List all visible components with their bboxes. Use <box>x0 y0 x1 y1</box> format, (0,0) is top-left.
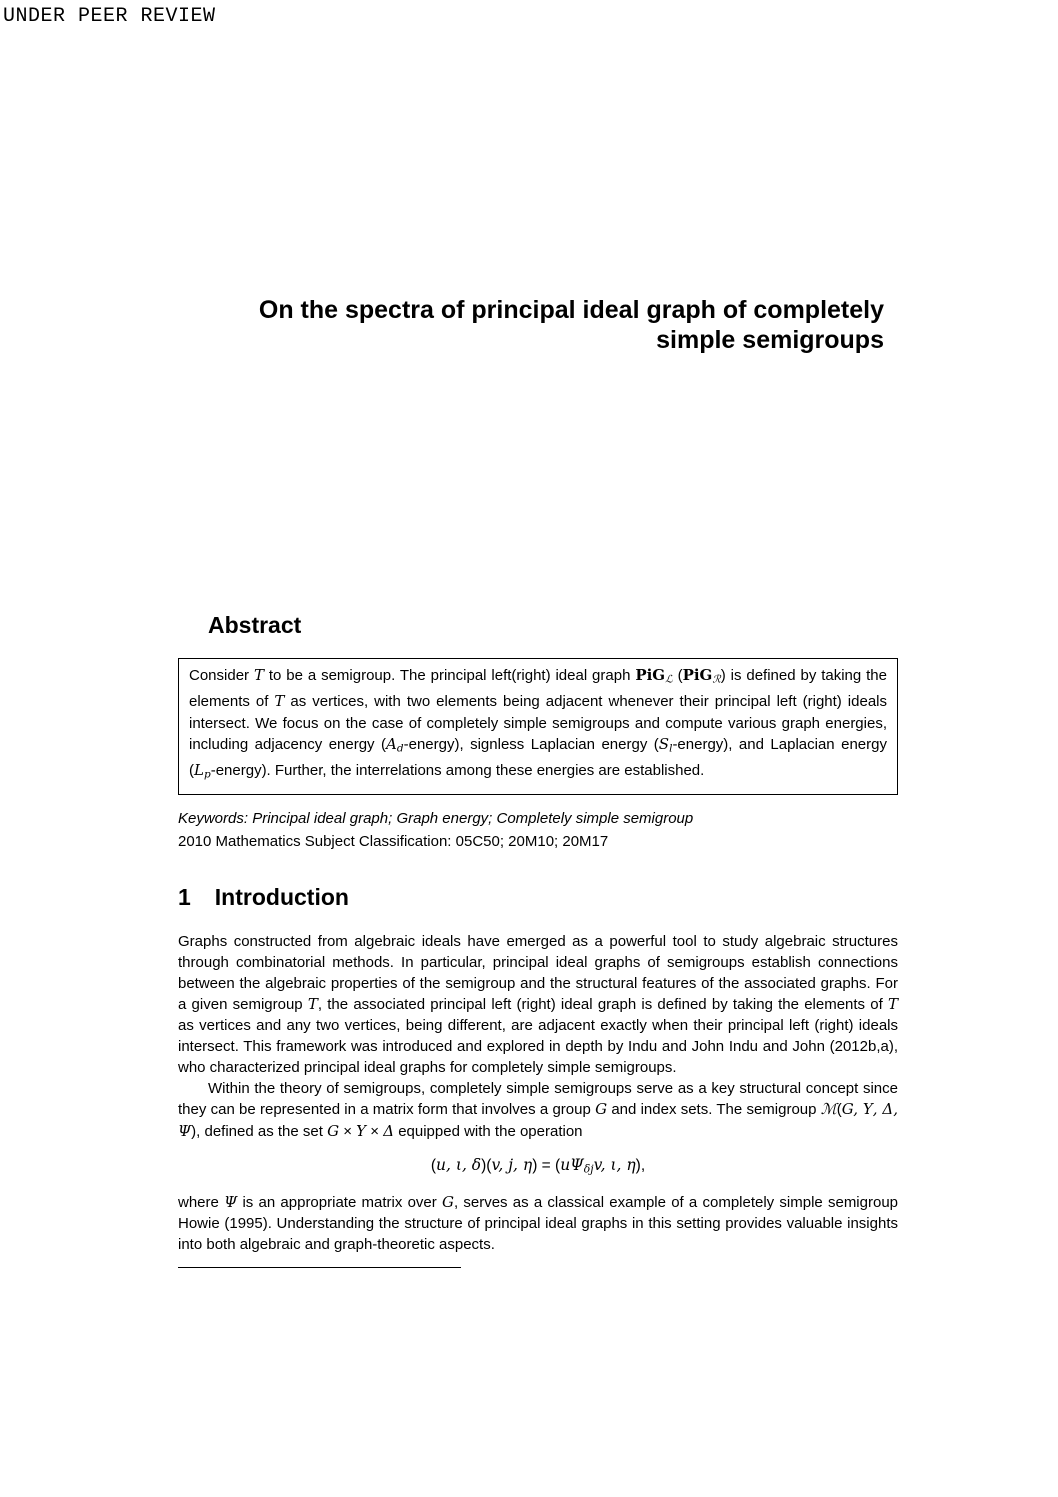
text-run: p <box>203 768 211 781</box>
text-run: ) is defined by taking the elements of <box>189 667 887 711</box>
text-run: ), <box>635 1156 646 1174</box>
text-run: L <box>194 761 204 780</box>
text-run: -energy), signless Laplacian energy ( <box>403 736 659 754</box>
text-run: G, Υ, Δ, Ψ <box>178 1100 898 1141</box>
text-run: is an appropriate matrix over <box>237 1194 442 1212</box>
text-run: u, ι, δ <box>436 1155 482 1174</box>
paper-title <box>178 295 898 355</box>
text-run: Υ <box>356 1122 367 1141</box>
text-run: PiG <box>682 666 713 684</box>
intro-paragraph-1 <box>178 932 898 1079</box>
text-run: × <box>339 1123 357 1141</box>
text-run: δj <box>583 1162 594 1176</box>
text-run: as vertices, with two elements being adjacent whenever their principal left (right) ideals intersect. We focus on the case of completely simple semigroups and compute various graph energies, including adjacency energy ( <box>189 693 887 754</box>
introduction-section-heading <box>178 884 349 911</box>
text-run: -energy). Further, the interrelations among these energies are established. <box>210 762 705 780</box>
text-run: A <box>386 735 397 754</box>
text-run: -energy), and Laplacian energy ( <box>189 736 887 780</box>
text-run: to be a semigroup. The principal left(right) ideal graph <box>263 667 636 684</box>
footnote-rule <box>178 1267 461 1268</box>
text-run: ℳ <box>820 1100 837 1119</box>
text-run: v, ι, η <box>593 1155 636 1174</box>
text-run: Δ <box>383 1122 395 1141</box>
text-run: ( <box>672 667 683 684</box>
introduction-body <box>178 932 898 1256</box>
text-run: PiG <box>635 666 666 684</box>
text-run: Graphs constructed from algebraic ideals have emerged as a powerful tool to study algebraic structures through combinatorial methods. In particular, principal ideal graphs of semigroups establish connections between the algebraic properties of the semigroup and the structural features of the associated graphs. For a given semigroup <box>178 933 898 1014</box>
text-run: G <box>327 1122 340 1141</box>
intro-paragraph-3 <box>178 1192 898 1255</box>
paper-title-line-2: simple semigroups <box>656 326 884 354</box>
display-equation <box>178 1155 898 1181</box>
text-run: ) = ( <box>532 1156 561 1174</box>
abstract-box <box>178 658 898 795</box>
text-run: l <box>669 742 673 755</box>
msc-line: 2010 Mathematics Subject Classification: 05C50; 20M10; 20M17 <box>178 833 609 850</box>
text-run: , serves as a classical example of a completely simple semigroup Howie (1995). Understanding the structure of principal ideal graphs in this setting provides valuable insights into both algebraic and graph-theoretic aspects. <box>178 1194 899 1254</box>
text-run: ( <box>430 1156 437 1174</box>
text-run: uΨ <box>560 1155 584 1174</box>
text-run: ℒ <box>665 673 673 686</box>
text-run: d <box>396 742 404 755</box>
text-run: )( <box>481 1156 492 1174</box>
text-run: where <box>178 1194 225 1212</box>
text-run: × <box>366 1123 384 1141</box>
text-run: v, j, η <box>491 1155 533 1174</box>
text-run: Ψ <box>224 1193 238 1212</box>
text-run: G <box>441 1193 454 1212</box>
text-run: ), defined as the set <box>191 1123 328 1141</box>
section-number: 1 <box>178 884 191 910</box>
abstract-heading: Abstract <box>208 612 302 638</box>
text-run: equipped with the operation <box>394 1123 583 1141</box>
text-run: and index sets. The semigroup <box>607 1101 821 1119</box>
text-run: S <box>658 735 670 754</box>
text-run: T <box>887 995 898 1014</box>
peer-review-stamp: UNDER PEER REVIEW <box>3 5 216 28</box>
abstract-text <box>189 667 887 779</box>
text-run: as vertices and any two vertices, being different, are adjacent exactly when their principal left (right) ideals intersect. This framework was introduced and explored in depth by Indu and John Indu and John (2012b,a), who characterized principal ideal graphs for completely simple semigroups. <box>178 1017 898 1076</box>
text-run: G <box>595 1100 608 1119</box>
intro-paragraph-2 <box>178 1079 898 1143</box>
paper-page <box>178 0 898 1497</box>
text-run: Consider <box>189 667 254 684</box>
text-run: ℛ <box>712 673 721 686</box>
keywords-line: Keywords: Principal ideal graph; Graph energy; Completely simple semigroup <box>178 810 694 827</box>
text-run: T <box>253 666 264 684</box>
text-run: Within the theory of semigroups, completely simple semigroups serve as a key structural concept since they can be represented in a matrix form that involves a group <box>178 1079 898 1119</box>
text-run: ( <box>836 1101 842 1119</box>
text-run: , the associated principal left (right) ideal graph is defined by taking the elements of <box>317 996 888 1014</box>
section-title: Introduction <box>214 884 349 910</box>
text-run: T <box>307 995 318 1014</box>
text-run: T <box>274 692 285 711</box>
paper-title-line-1: On the spectra of principal ideal graph of completely <box>258 296 884 324</box>
